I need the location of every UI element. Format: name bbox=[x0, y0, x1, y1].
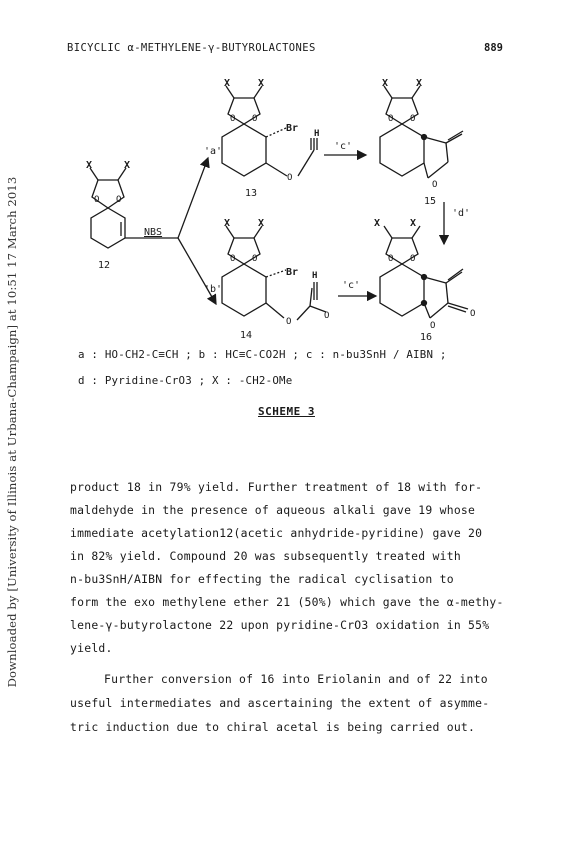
page-number: 889 bbox=[484, 42, 503, 54]
oxygen-label: O bbox=[410, 114, 416, 124]
step-a-label: 'a' bbox=[204, 146, 223, 157]
legend-d-label: d : bbox=[78, 374, 105, 387]
compound-13-number: 13 bbox=[245, 188, 258, 199]
x-label: X bbox=[258, 78, 265, 89]
download-watermark: Downloaded by [University of Illinois at Urbana-Champaign] at 10:51 17 March 2013 bbox=[5, 176, 19, 688]
oxygen-label: O bbox=[94, 195, 100, 205]
oxygen-label: O bbox=[410, 254, 416, 264]
step-b-label: 'b' bbox=[204, 284, 223, 295]
bromine-label: Br bbox=[286, 123, 299, 134]
oxygen-label: O bbox=[252, 114, 258, 124]
step-d-label: 'd' bbox=[452, 208, 471, 219]
legend-a-label: a : bbox=[78, 348, 105, 361]
x-label: X bbox=[224, 78, 231, 89]
oxygen-label: O bbox=[432, 180, 438, 190]
paragraph-line: in 82% yield. Compound 20 was subsequently treated with bbox=[70, 549, 461, 563]
oxygen-label: O bbox=[324, 311, 330, 321]
scheme-3-diagram bbox=[0, 0, 576, 400]
x-label: X bbox=[374, 218, 381, 229]
scheme-legend-abc bbox=[78, 348, 447, 361]
step-c-label: 'c' bbox=[342, 280, 361, 291]
paragraph-line: Further conversion of 16 into Eriolanin and of 22 into bbox=[104, 672, 488, 686]
legend-a-reagent: HO-CH2-C≡CH bbox=[104, 348, 179, 361]
x-label: X bbox=[86, 160, 93, 171]
legend-x-definition: -CH2-OMe bbox=[238, 374, 293, 387]
legend-x-label: ; X : bbox=[191, 374, 239, 387]
oxygen-label: O bbox=[388, 114, 394, 124]
compound-15-structure bbox=[380, 86, 463, 178]
scheme-legend-dx bbox=[78, 374, 292, 387]
scheme-title: SCHEME 3 bbox=[258, 405, 315, 418]
compound-14-structure bbox=[222, 226, 326, 320]
compound-12-structure bbox=[90, 168, 126, 248]
hydrogen-label: H bbox=[314, 129, 320, 139]
x-label: X bbox=[416, 78, 423, 89]
compound-12-number: 12 bbox=[98, 260, 111, 271]
paragraph-line: lene-γ-butyrolactone 22 upon pyridine-CrO3 oxidation in 55% bbox=[70, 618, 490, 632]
oxygen-label: O bbox=[470, 309, 476, 319]
compound-16-structure bbox=[380, 226, 468, 318]
x-label: X bbox=[258, 218, 265, 229]
paragraph-line: yield. bbox=[70, 641, 113, 655]
oxygen-label: O bbox=[430, 321, 436, 331]
oxygen-label: O bbox=[287, 173, 293, 183]
paragraph-line: n-bu3SnH/AIBN for effecting the radical cyclisation to bbox=[70, 572, 454, 586]
paragraph-line: maldehyde in the presence of aqueous alkali gave 19 whose bbox=[70, 503, 476, 517]
oxygen-label: O bbox=[230, 114, 236, 124]
compound-16-number: 16 bbox=[420, 332, 433, 343]
x-label: X bbox=[224, 218, 231, 229]
x-label: X bbox=[124, 160, 131, 171]
compound-14-number: 14 bbox=[240, 330, 253, 341]
running-head: BICYCLIC α-METHYLENE-γ-BUTYROLACTONES bbox=[67, 42, 316, 54]
oxygen-label: O bbox=[230, 254, 236, 264]
legend-c-label: ; c : bbox=[285, 348, 333, 361]
oxygen-label: O bbox=[252, 254, 258, 264]
legend-b-label: ; b : bbox=[178, 348, 226, 361]
paragraph-line: product 18 in 79% yield. Further treatment of 18 with for- bbox=[70, 480, 483, 494]
x-label: X bbox=[382, 78, 389, 89]
compound-15-number: 15 bbox=[424, 196, 437, 207]
legend-d-reagent: Pyridine-CrO3 bbox=[104, 374, 192, 387]
reagent-nbs: NBS bbox=[144, 227, 163, 238]
oxygen-label: O bbox=[116, 195, 122, 205]
legend-c-reagent: n-bu3SnH / AIBN ; bbox=[332, 348, 447, 361]
paragraph-line: immediate acetylation12(acetic anhydride-pyridine) gave 20 bbox=[70, 526, 483, 540]
paragraph-line: useful intermediates and ascertaining the extent of asymme- bbox=[70, 696, 490, 710]
oxygen-label: O bbox=[286, 317, 292, 327]
hydrogen-label: H bbox=[312, 271, 318, 281]
paragraph-line: form the exo methylene ether 21 (50%) which gave the α-methy- bbox=[70, 595, 504, 609]
step-c-label: 'c' bbox=[334, 141, 353, 152]
compound-13-structure bbox=[222, 86, 320, 176]
paragraph-line: tric induction due to chiral acetal is being carried out. bbox=[70, 720, 476, 734]
bromine-label: Br bbox=[286, 267, 299, 278]
legend-b-reagent: HC≡C-CO2H bbox=[225, 348, 286, 361]
x-label: X bbox=[410, 218, 417, 229]
oxygen-label: O bbox=[388, 254, 394, 264]
